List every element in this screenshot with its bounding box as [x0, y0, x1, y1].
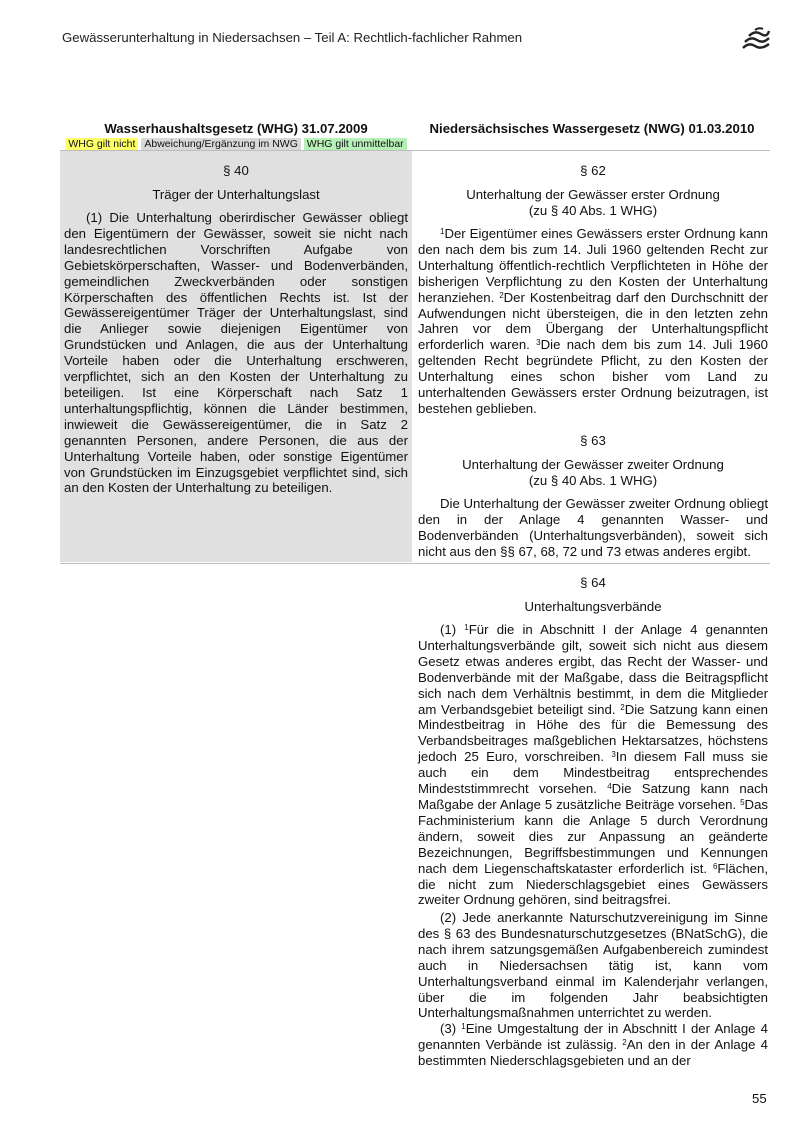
nwg-column-title: Niedersächsisches Wassergesetz (NWG) 01.03.2010 [429, 121, 755, 136]
sentence-number: 1 [461, 1022, 466, 1031]
nwg-s64-p1-sentence-4: Die Satzung kann nach Maßgabe der Anlage 5 zusätzliche Beiträge vorsehen. [418, 781, 768, 812]
nwg-s64-number: § 64 [580, 575, 606, 590]
sentence-number: 6 [712, 861, 718, 871]
nwg-s64-p1-sentence-2: Die Satzung kann einen Mindestbeitrag in Höhe des für die Bemessung des Verbandsbeitrages maßgeblichen Hektarsatzes, höchstens jedoch 25 Euro, vorschreiben. [418, 701, 768, 765]
legend-whg-gilt-unmittelbar: WHG gilt unmittelbar [304, 138, 407, 150]
sentence-number: 2 [620, 702, 625, 712]
whg-s40-number: § 40 [223, 163, 249, 178]
nwg-column-header [414, 121, 770, 137]
legend-whg-gilt-nicht: WHG gilt nicht [65, 138, 138, 150]
whg-column-header [60, 121, 412, 151]
whg-s40-paragraph-1: (1) Die Unterhaltung oberirdischer Gewässer obliegt den Eigentümern der Gewässer, soweit sie nicht nach landesrechtlichen Vorschriften Aufgabe von Gebietskörperschaften, Wasser- und Bodenverbänden, gemeindlichen Zweckverbänden oder sonstigen Körperschaften des öffentlichen Rechts ist. Ist der Gewässereigentümer Träger der Unterhaltungslast, sind die Anlieger sowie diejenigen Eigentümer von Grundstücken und Anlagen, die aus der Unterhaltung Vorteile haben oder die Unterhaltung erschweren, verpflichtet, sich an den Kosten der Unterhaltung zu beteiligen. Ist eine Körperschaft nach Satz 1 unterhaltungspflichtig, können die Länder bestimmen, inwieweit die Gewässereigentümer, die in Satz 2 genannten Personen, andere Personen, die aus der Unterhaltung Vorteile haben, oder sonstige Eigentümer von Grundstücken im Einzugsgebiet verpflichtet sind, sich an den Kosten der Unterhaltung zu beteiligen. [64, 210, 408, 496]
sentence-number: 3 [611, 750, 616, 760]
nwg-s63-title-text: Unterhaltung der Gewässer zweiter Ordnung [462, 457, 724, 472]
nwg-s62-sentence-3: Die nach dem bis zum 14. Juli 1960 geltenden Recht begründete Pflicht, zu den Kosten der Unterhaltung eines schon bisher vom Land zu unterhaltenden Gewässers erster Ordnung beizutragen, ist bestehen geblieben. [418, 337, 768, 416]
nwg-s64-p1-sentence-5: Das Fachministerium kann die Anlage 5 durch Verordnung ändern, soweit dies zur Anpassung an geänderte Bezeichnungen, Begriffsbestimmungen und Kennungen nach dem Liegenschaftskataster erforderlich ist. [418, 796, 768, 876]
nwg-s63-title [418, 457, 768, 489]
running-header: Gewässerunterhaltung in Niedersachsen – Teil A: Rechtlich-fachlicher Rahmen [62, 30, 523, 45]
nwg-s63-number: § 63 [580, 433, 606, 448]
nwg-s63-reference: (zu § 40 Abs. 1 WHG) [528, 472, 658, 488]
whg-column-title: Wasserhaushaltsgesetz (WHG) 31.07.2009 [104, 121, 368, 136]
nwg-s64-paragraph-3 [418, 1021, 768, 1069]
sentence-number: 2 [622, 1037, 627, 1047]
whg-s40-title: Träger der Unterhaltungslast [152, 187, 320, 202]
nwg-s64-paragraph-2: (2) Jede anerkannte Naturschutzvereinigung im Sinne des § 63 des Bundesnaturschutzgesetzes (BNatSchG), die nach ihrem satzungsgemäßen Aufgabenbereich zumindest auch in Niedersachsen tätig ist, kann vom Unterhaltungsverband einmal im Kalenderjahr verlangen, über die im folgenden Jahr beabsichtigten Unterhaltungsmaßnahmen unterrichtet zu werden. [418, 910, 768, 1021]
sentence-number: 4 [607, 782, 612, 792]
nwg-s64-title: Unterhaltungsverbände [524, 599, 662, 614]
page-number: 55 [752, 1091, 767, 1106]
nwg-s64-paragraph-1 [418, 622, 768, 908]
nwg-s64-p1-sentence-3: In diesem Fall muss sie auch ein dem Mindestbeitrag entsprechendes Mindeststimmrecht vorsehen. [418, 749, 768, 797]
sentence-number: 3 [536, 338, 541, 348]
wave-logo-icon [741, 26, 771, 52]
nwg-s62-title [418, 187, 768, 219]
nwg-s62-reference: (zu § 40 Abs. 1 WHG) [528, 202, 658, 218]
nwg-s64-p1-number: (1) [440, 622, 457, 637]
nwg-s63-text: Die Unterhaltung der Gewässer zweiter Ordnung obliegt den in der Anlage 4 genannten Wasser- und Bodenverbänden (Unterhaltungsverbänden), soweit sich nicht aus den §§ 67, 68, 72 und 73 etwas anderes ergibt. [418, 496, 768, 559]
nwg-s64-p3-sentence-1: Eine Umgestaltung der in Abschnitt I der Anlage 4 genannten Verbände ist zulässig. [418, 1021, 768, 1052]
section-divider [60, 563, 770, 564]
sentence-number: 2 [499, 290, 504, 300]
nwg-s62-sentence-2: Der Kostenbeitrag darf den Durchschnitt der Aufwendungen nicht übersteigen, die in den letzten zehn Jahren vor dem Übergang der Unterhaltungspflicht erforderlich waren. [418, 289, 768, 353]
sentence-number: 5 [740, 797, 745, 807]
nwg-s64-p3-sentence-2: An den in der Anlage 4 bestimmten Niederschlagsgebieten und an der [418, 1036, 768, 1068]
nwg-s62-sentence-1: Der Eigentümer eines Gewässers erster Ordnung kann den nach dem bis zum 14. Juli 1960 geltenden Recht zur Unterhaltung öffentlich-rechtlich Verpflichteten in Höhe der bisherigen Verpflichtung zu den Kosten der Unterhaltung heranziehen. [418, 226, 768, 305]
nwg-s64-p1-sentence-6: Flächen, die nicht zum Niederschlagsgebiet eines Gewässers zweiter Ordnung gehören, sind beitragsfrei. [418, 860, 768, 908]
nwg-s64-p3-number: (3) [440, 1021, 457, 1036]
legend-abweichung: Abweichung/Ergänzung im NWG [141, 138, 301, 150]
sentence-number: 1 [440, 227, 445, 236]
nwg-s62-number: § 62 [580, 163, 606, 178]
nwg-s64-p1-sentence-1: Für die in Abschnitt I der Anlage 4 genannten Unterhaltungsverbände gilt, soweit sich nicht aus diesem Gesetz etwas anderes ergibt, das Recht der Wasser- und Bodenverbände mit der Maßgabe, dass die Beitragspflicht sich nach dem Verhältnis bestimmt, in dem die Mitglieder am Verbandsgebiet beteiligt sind. [418, 622, 768, 717]
nwg-s62-title-text: Unterhaltung der Gewässer erster Ordnung [466, 187, 720, 202]
sentence-number: 1 [464, 623, 469, 632]
nwg-s62-text [418, 226, 768, 417]
